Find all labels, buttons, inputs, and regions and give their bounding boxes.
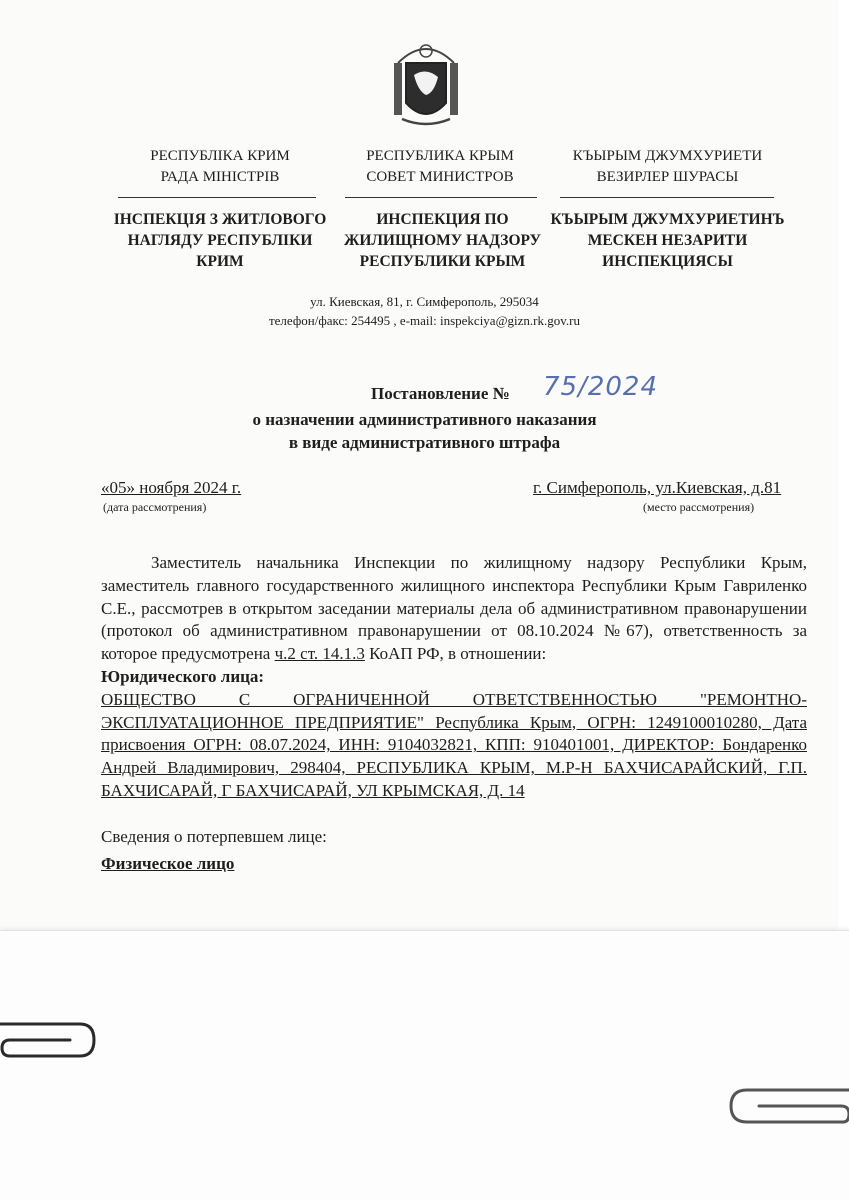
header-left-top <box>110 146 330 188</box>
header-left-line: НАГЛЯДУ РЕСПУБЛІКИ <box>127 232 313 249</box>
document-body <box>101 552 807 875</box>
handwritten-number: 75/2024 <box>543 372 659 402</box>
header-center-line: ЖИЛИЩНОМУ НАДЗОРУ <box>344 232 541 249</box>
entity-heading: Юридического лица: <box>101 666 265 686</box>
header-contacts: телефон/факс: 254495 , e-mail: inspekciya@gizn.rk.gov.ru <box>268 313 580 328</box>
header-right-line: МЕСКЕН НЕЗАРИТИ <box>587 232 748 249</box>
law-reference: ч.2 ст. 14.1.3 <box>274 644 365 664</box>
intro-text: Заместитель начальника Инспекции по жилищному надзору Республики Крым, заместитель главного государственного жилищного инспектора Республики Крым Гавриленко С.Е., рассмотрев в открытом заседании материалы дела об административном правонарушении (протокол об административном правонарушении от 08.10.2024 №67), ответственность за которое предусмотрена <box>101 553 807 664</box>
header-left-line: КРИМ <box>196 253 244 270</box>
header-left-line: РАДА МІНІСТРІВ <box>160 169 280 185</box>
victim-type: Физическое лицо <box>101 853 235 873</box>
review-place-caption: (место рассмотрения) <box>643 500 755 514</box>
header-center-line: РЕСПУБЛИКА КРЫМ <box>366 148 514 164</box>
paper-clip-icon <box>0 1010 100 1070</box>
intro-paragraph <box>101 552 807 666</box>
review-date-caption: (дата рассмотрения) <box>103 500 207 514</box>
header-right-line: ИНСПЕКЦИЯСЫ <box>602 253 733 270</box>
header-address: ул. Киевская, 81, г. Симферополь, 295034 <box>310 294 539 309</box>
victim-heading: Сведения о потерпевшем лице: <box>101 826 327 846</box>
entity-details: ОБЩЕСТВО С ОГРАНИЧЕННОЙ ОТВЕТСТВЕННОСТЬЮ "РЕМОНТНО-ЭКСПЛУАТАЦИОННОЕ ПРЕДПРИЯТИЕ" Республика Крым, ОГРН: 1249100010280, Дата присвоения ОГРН: 08.07.2024, ИНН: 9104032821, КПП: 910401001, ДИРЕКТОР: Бондаренко Андрей Владимирович, 298404, РЕСПУБЛИКА КРЫМ, М.Р-Н БАХЧИСАРАЙСКИЙ, Г.П. БАХЧИСАРАЙ, Г БАХЧИСАРАЙ, УЛ КРЫМСКАЯ, Д. 14 <box>101 689 807 800</box>
header-center-line: ИНСПЕКЦИЯ ПО <box>376 211 509 228</box>
header-right-line: КЪЫРЫМ ДЖУМХУРИЕТИ <box>572 148 763 164</box>
header-divider <box>560 197 774 198</box>
header-center-bottom <box>335 209 550 272</box>
header-left-bottom <box>110 209 330 272</box>
header-right-line: КЪЫРЫМ ДЖУМХУРИЕТИНЪ <box>550 211 785 228</box>
header-right-line: ВЕЗИРЛЕР ШУРАСЫ <box>596 169 739 185</box>
review-place: г. Симферополь, ул.Киевская, д.81 <box>533 478 782 497</box>
header-right-bottom <box>545 209 790 272</box>
header-center-line: РЕСПУБЛИКИ КРЫМ <box>359 253 526 270</box>
intro-text-end: КоАП РФ, в отношении: <box>369 644 547 664</box>
header-center-line: СОВЕТ МИНИСТРОВ <box>366 169 514 185</box>
header-left-line: ІНСПЕКЦІЯ З ЖИТЛОВОГО <box>113 211 327 228</box>
header-right-top <box>555 146 780 188</box>
coat-of-arms-emblem <box>384 33 468 133</box>
title-line-1: Постановление № <box>371 384 510 403</box>
review-date: «05» ноября 2024 г. <box>101 478 242 497</box>
overlapping-sheet <box>0 930 849 1201</box>
header-divider <box>118 197 316 198</box>
header-left-line: РЕСПУБЛІКА КРИМ <box>150 148 290 164</box>
paper-clip-icon <box>725 1078 849 1138</box>
header-divider <box>345 197 537 198</box>
header-center-top <box>335 146 545 188</box>
title-line-2: о назначении административного наказания <box>252 410 597 429</box>
title-line-3: в виде административного штрафа <box>288 433 561 452</box>
